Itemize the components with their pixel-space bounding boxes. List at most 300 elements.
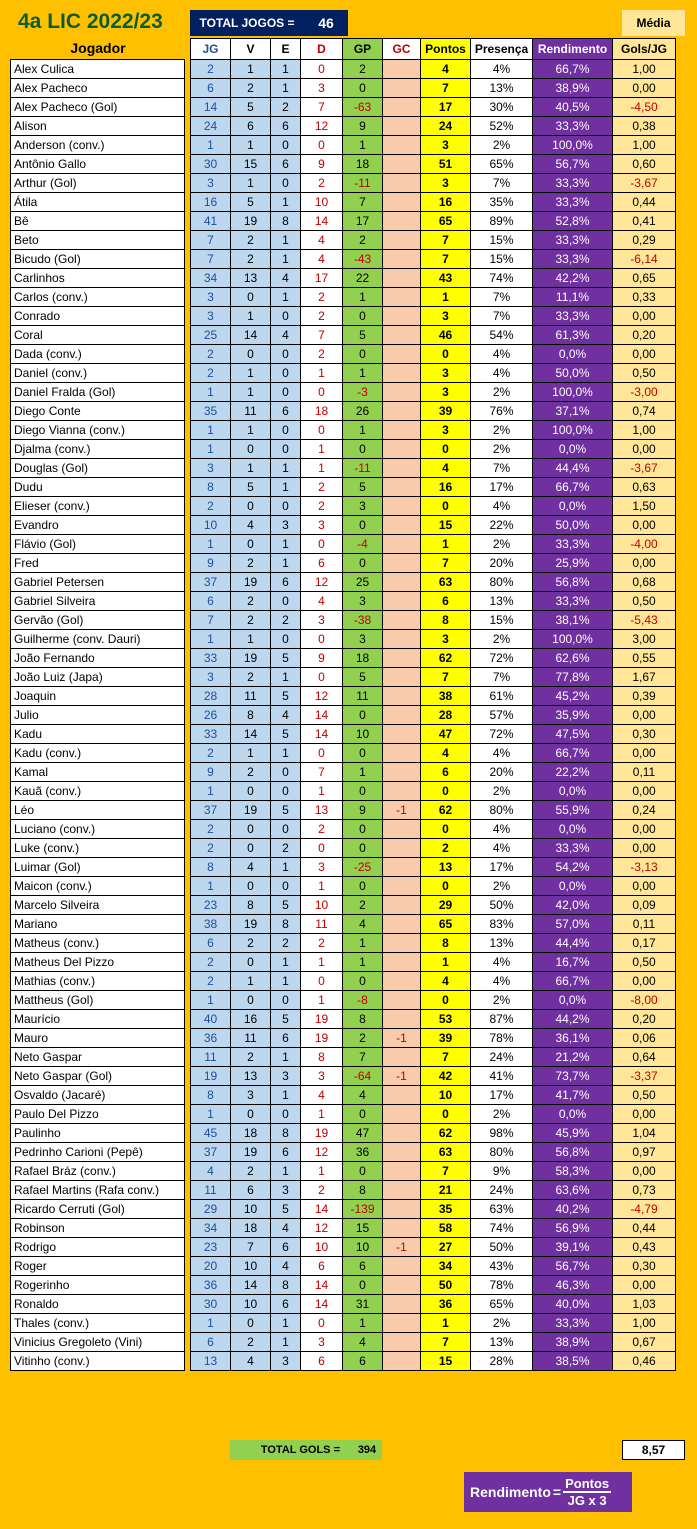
cell-e: 1 [271,250,301,269]
cell-gp: 0 [343,1276,383,1295]
cell-jg: 34 [191,269,231,288]
cell-e: 0 [271,364,301,383]
cell-rendimento: 40,2% [533,1200,613,1219]
player-name-row [11,1124,185,1143]
table-row [191,1143,676,1162]
cell-gc [383,478,421,497]
cell-gols-jg: 0,00 [613,516,676,535]
cell-v: 8 [231,706,271,725]
player-name: Ricardo Cerruti (Gol) [11,1200,185,1219]
cell-d: 6 [301,554,343,573]
player-name: Léo [11,801,185,820]
cell-d: 4 [301,231,343,250]
cell-v: 0 [231,782,271,801]
cell-jg: 30 [191,1295,231,1314]
player-name-row [11,915,185,934]
player-name: Vinicius Gregoleto (Vini) [11,1333,185,1352]
cell-jg: 6 [191,79,231,98]
table-row [191,1257,676,1276]
cell-e: 0 [271,497,301,516]
cell-v: 0 [231,1314,271,1333]
cell-e: 4 [271,706,301,725]
cell-pontos: 7 [421,231,471,250]
cell-pontos: 4 [421,744,471,763]
cell-rendimento: 54,2% [533,858,613,877]
cell-v: 5 [231,478,271,497]
cell-gols-jg: 0,41 [613,212,676,231]
table-row [191,1238,676,1257]
cell-gp: -25 [343,858,383,877]
cell-rendimento: 46,3% [533,1276,613,1295]
cell-gols-jg: 1,00 [613,421,676,440]
cell-rendimento: 38,5% [533,1352,613,1371]
cell-rendimento: 61,3% [533,326,613,345]
cell-presenca: 76% [471,402,533,421]
cell-gols-jg: 0,09 [613,896,676,915]
player-name: Djalma (conv.) [11,440,185,459]
cell-gp: 0 [343,744,383,763]
cell-pontos: 53 [421,1010,471,1029]
cell-pontos: 46 [421,326,471,345]
cell-gc [383,706,421,725]
player-name: Mathias (conv.) [11,972,185,991]
cell-gp: 0 [343,839,383,858]
cell-pontos: 3 [421,383,471,402]
cell-presenca: 2% [471,440,533,459]
cell-d: 0 [301,744,343,763]
player-name-row [11,364,185,383]
cell-gp: 2 [343,1029,383,1048]
cell-gc [383,668,421,687]
player-name-row [11,858,185,877]
cell-d: 4 [301,592,343,611]
cell-gc [383,1143,421,1162]
cell-pontos: 7 [421,554,471,573]
col-header-gols-jg: Gols/JG [613,39,676,60]
cell-jg: 3 [191,288,231,307]
table-row [191,98,676,117]
player-name: Bê [11,212,185,231]
player-name-row [11,326,185,345]
cell-gp: 7 [343,193,383,212]
cell-gols-jg: -8,00 [613,991,676,1010]
cell-gp: 4 [343,1086,383,1105]
player-name: Neto Gaspar (Gol) [11,1067,185,1086]
table-row [191,364,676,383]
cell-jg: 2 [191,744,231,763]
cell-gols-jg: 1,03 [613,1295,676,1314]
cell-gp: 4 [343,1333,383,1352]
cell-rendimento: 42,0% [533,896,613,915]
cell-pontos: 0 [421,497,471,516]
cell-d: 7 [301,326,343,345]
cell-gp: 2 [343,896,383,915]
cell-d: 2 [301,497,343,516]
cell-gols-jg: 0,43 [613,1238,676,1257]
cell-v: 3 [231,1086,271,1105]
player-name: Douglas (Gol) [11,459,185,478]
cell-rendimento: 44,4% [533,934,613,953]
cell-gp: 1 [343,421,383,440]
cell-e: 0 [271,174,301,193]
cell-rendimento: 38,9% [533,79,613,98]
cell-e: 1 [271,1086,301,1105]
cell-e: 4 [271,326,301,345]
cell-v: 2 [231,250,271,269]
cell-d: 19 [301,1010,343,1029]
cell-gols-jg: 0,44 [613,1219,676,1238]
cell-v: 1 [231,60,271,79]
cell-e: 1 [271,858,301,877]
cell-presenca: 4% [471,953,533,972]
cell-pontos: 47 [421,725,471,744]
cell-d: 0 [301,1314,343,1333]
cell-pontos: 17 [421,98,471,117]
player-name: Rafael Bráz (conv.) [11,1162,185,1181]
cell-presenca: 2% [471,991,533,1010]
cell-pontos: 43 [421,269,471,288]
cell-gp: 1 [343,364,383,383]
cell-presenca: 41% [471,1067,533,1086]
cell-rendimento: 44,4% [533,459,613,478]
player-name: Luimar (Gol) [11,858,185,877]
cell-e: 1 [271,478,301,497]
cell-e: 0 [271,877,301,896]
player-name-row [11,1048,185,1067]
cell-gp: 0 [343,440,383,459]
cell-rendimento: 100,0% [533,383,613,402]
cell-gp: 18 [343,155,383,174]
cell-gols-jg: -4,50 [613,98,676,117]
cell-gols-jg: 0,00 [613,1276,676,1295]
cell-pontos: 16 [421,478,471,497]
cell-pontos: 0 [421,440,471,459]
cell-rendimento: 100,0% [533,421,613,440]
cell-jg: 35 [191,402,231,421]
table-row [191,706,676,725]
cell-jg: 14 [191,98,231,117]
cell-pontos: 38 [421,687,471,706]
player-name: Kadu (conv.) [11,744,185,763]
cell-pontos: 3 [421,307,471,326]
cell-gp: -11 [343,174,383,193]
cell-e: 5 [271,649,301,668]
cell-rendimento: 0,0% [533,820,613,839]
cell-gc [383,440,421,459]
cell-gols-jg: 0,55 [613,649,676,668]
cell-jg: 7 [191,611,231,630]
table-row [191,896,676,915]
player-name-row [11,668,185,687]
cell-pontos: 4 [421,972,471,991]
cell-presenca: 2% [471,1105,533,1124]
cell-presenca: 52% [471,117,533,136]
cell-jg: 9 [191,763,231,782]
player-name: Luciano (conv.) [11,820,185,839]
cell-gc [383,79,421,98]
jogador-header: Jogador [70,40,126,56]
cell-pontos: 7 [421,1048,471,1067]
cell-presenca: 7% [471,668,533,687]
cell-pontos: 7 [421,1333,471,1352]
player-name-row [11,535,185,554]
cell-v: 2 [231,1048,271,1067]
cell-d: 12 [301,1219,343,1238]
player-name-row [11,155,185,174]
cell-pontos: 34 [421,1257,471,1276]
table-row [191,1029,676,1048]
cell-v: 1 [231,421,271,440]
cell-presenca: 57% [471,706,533,725]
cell-pontos: 28 [421,706,471,725]
cell-v: 2 [231,1333,271,1352]
player-name-row [11,1067,185,1086]
cell-jg: 8 [191,858,231,877]
player-name: Carlos (conv.) [11,288,185,307]
cell-jg: 1 [191,877,231,896]
cell-presenca: 13% [471,592,533,611]
cell-jg: 4 [191,1162,231,1181]
player-name-row [11,345,185,364]
table-row [191,592,676,611]
player-name: Alex Pacheco (Gol) [11,98,185,117]
cell-e: 5 [271,687,301,706]
cell-e: 5 [271,896,301,915]
cell-presenca: 2% [471,136,533,155]
cell-presenca: 63% [471,1200,533,1219]
player-name: Coral [11,326,185,345]
cell-e: 0 [271,383,301,402]
player-name-row [11,592,185,611]
cell-e: 6 [271,573,301,592]
cell-gp: 31 [343,1295,383,1314]
cell-gc [383,383,421,402]
table-row [191,915,676,934]
cell-presenca: 74% [471,1219,533,1238]
table-row [191,497,676,516]
cell-presenca: 2% [471,782,533,801]
cell-presenca: 78% [471,1029,533,1048]
table-row [191,1200,676,1219]
cell-gc [383,1048,421,1067]
cell-pontos: 29 [421,896,471,915]
cell-d: 12 [301,687,343,706]
cell-presenca: 78% [471,1276,533,1295]
cell-gols-jg: 0,11 [613,915,676,934]
cell-gp: 0 [343,877,383,896]
cell-jg: 38 [191,915,231,934]
cell-d: 7 [301,98,343,117]
cell-e: 6 [271,1238,301,1257]
cell-gc [383,953,421,972]
cell-rendimento: 38,9% [533,1333,613,1352]
cell-jg: 2 [191,364,231,383]
cell-gp: 2 [343,231,383,250]
cell-gc [383,326,421,345]
cell-gols-jg: 0,33 [613,288,676,307]
table-row [191,1352,676,1371]
cell-e: 5 [271,725,301,744]
cell-e: 1 [271,535,301,554]
cell-pontos: 63 [421,1143,471,1162]
table-row [191,877,676,896]
table-row [191,611,676,630]
cell-presenca: 4% [471,497,533,516]
table-row [191,307,676,326]
cell-d: 2 [301,1181,343,1200]
cell-pontos: 8 [421,934,471,953]
cell-gc [383,1276,421,1295]
cell-e: 6 [271,1143,301,1162]
cell-pontos: 0 [421,1105,471,1124]
cell-presenca: 72% [471,725,533,744]
cell-d: 12 [301,573,343,592]
cell-pontos: 3 [421,364,471,383]
cell-jg: 7 [191,250,231,269]
player-name: Kamal [11,763,185,782]
cell-e: 0 [271,440,301,459]
cell-gols-jg: 0,60 [613,155,676,174]
cell-gols-jg: 0,50 [613,953,676,972]
col-header-gp: GP [343,39,383,60]
cell-presenca: 4% [471,744,533,763]
cell-presenca: 80% [471,801,533,820]
cell-gols-jg: 1,00 [613,1314,676,1333]
player-name-row [11,1295,185,1314]
cell-e: 8 [271,1276,301,1295]
player-name-row [11,1029,185,1048]
cell-rendimento: 56,9% [533,1219,613,1238]
cell-d: 11 [301,915,343,934]
player-name: Beto [11,231,185,250]
player-name: Vitinho (conv.) [11,1352,185,1371]
cell-jg: 29 [191,1200,231,1219]
cell-d: 14 [301,1200,343,1219]
cell-d: 2 [301,934,343,953]
cell-rendimento: 35,9% [533,706,613,725]
player-name: Antônio Gallo [11,155,185,174]
total-gols-value: 394 [357,1444,377,1456]
cell-presenca: 2% [471,421,533,440]
table-row [191,687,676,706]
cell-d: 3 [301,1067,343,1086]
cell-e: 4 [271,269,301,288]
cell-pontos: 51 [421,155,471,174]
cell-gc [383,687,421,706]
cell-presenca: 65% [471,1295,533,1314]
player-name: Ronaldo [11,1295,185,1314]
cell-gc [383,60,421,79]
cell-jg: 2 [191,820,231,839]
cell-e: 0 [271,782,301,801]
cell-pontos: 62 [421,801,471,820]
cell-v: 16 [231,1010,271,1029]
formula-fraction [563,1476,611,1508]
cell-jg: 25 [191,326,231,345]
cell-pontos: 7 [421,250,471,269]
cell-v: 8 [231,896,271,915]
cell-pontos: 62 [421,1124,471,1143]
cell-gols-jg: 0,17 [613,934,676,953]
player-name-row [11,1143,185,1162]
cell-jg: 1 [191,136,231,155]
player-name-row [11,763,185,782]
cell-jg: 3 [191,459,231,478]
cell-gp: 5 [343,668,383,687]
cell-gp: 22 [343,269,383,288]
cell-rendimento: 33,3% [533,231,613,250]
cell-gols-jg: 0,00 [613,440,676,459]
cell-gols-jg: 0,50 [613,364,676,383]
cell-e: 3 [271,1352,301,1371]
cell-presenca: 15% [471,231,533,250]
cell-rendimento: 33,3% [533,174,613,193]
table-row [191,459,676,478]
col-header-pontos: Pontos [421,39,471,60]
cell-rendimento: 33,3% [533,250,613,269]
cell-gc [383,744,421,763]
cell-rendimento: 0,0% [533,991,613,1010]
cell-v: 0 [231,820,271,839]
player-name-row [11,1238,185,1257]
cell-gp: 8 [343,1181,383,1200]
player-name: Maurício [11,1010,185,1029]
cell-rendimento: 58,3% [533,1162,613,1181]
player-name-row [11,79,185,98]
cell-d: 12 [301,117,343,136]
player-name-row [11,288,185,307]
cell-d: 17 [301,269,343,288]
player-name-row [11,440,185,459]
cell-jg: 2 [191,972,231,991]
cell-e: 1 [271,79,301,98]
cell-rendimento: 52,8% [533,212,613,231]
cell-gc [383,573,421,592]
table-row [191,1086,676,1105]
cell-e: 0 [271,421,301,440]
cell-jg: 28 [191,687,231,706]
cell-e: 1 [271,554,301,573]
cell-gc [383,877,421,896]
cell-rendimento: 16,7% [533,953,613,972]
table-row [191,649,676,668]
cell-jg: 1 [191,630,231,649]
cell-e: 1 [271,288,301,307]
cell-gols-jg: 0,30 [613,725,676,744]
col-header-jg: JG [191,39,231,60]
cell-gp: 3 [343,592,383,611]
cell-v: 10 [231,1200,271,1219]
table-row [191,60,676,79]
player-name-row [11,687,185,706]
cell-rendimento: 66,7% [533,972,613,991]
player-name: Paulo Del Pizzo [11,1105,185,1124]
cell-gc [383,1181,421,1200]
cell-gols-jg: -6,14 [613,250,676,269]
cell-jg: 1 [191,1314,231,1333]
cell-presenca: 22% [471,516,533,535]
cell-v: 0 [231,497,271,516]
player-name: Flávio (Gol) [11,535,185,554]
cell-jg: 1 [191,991,231,1010]
cell-gc [383,345,421,364]
cell-gc [383,896,421,915]
cell-gp: 0 [343,782,383,801]
cell-d: 14 [301,1295,343,1314]
cell-gp: 5 [343,326,383,345]
table-row [191,345,676,364]
cell-jg: 26 [191,706,231,725]
